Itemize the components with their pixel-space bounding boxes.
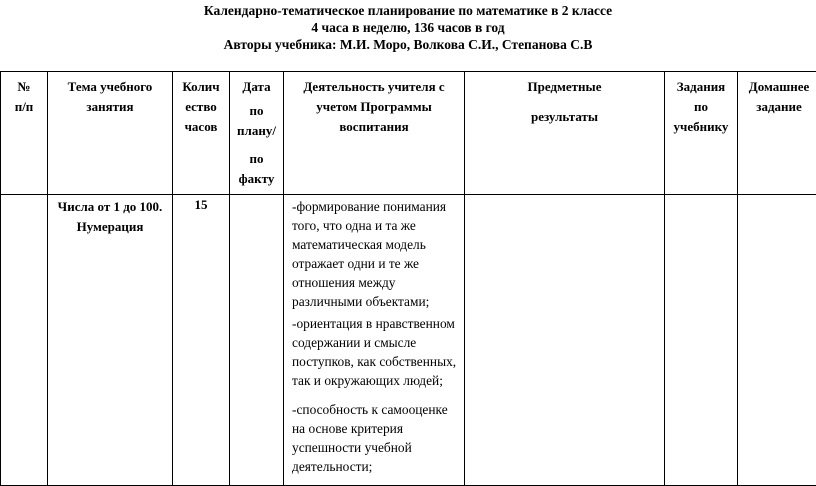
- table-header-row: [1, 72, 816, 195]
- cell-hours: 15: [173, 195, 230, 486]
- cell-date: [230, 195, 284, 486]
- title-line-1: Календарно-тематическое планирование по математике в 2 классе: [0, 2, 816, 19]
- cell-number: [1, 195, 48, 486]
- cell-homework: [738, 195, 816, 486]
- table-row: [1, 195, 816, 486]
- title-line-3: Авторы учебника: М.И. Моро, Волкова С.И., Степанова С.В: [0, 36, 816, 53]
- header-hours: Колич ество часов: [173, 72, 230, 195]
- planning-table: [0, 71, 816, 486]
- document-title: [0, 2, 816, 53]
- header-teacher-activity: Деятельность учителя с учетом Программы воспитания: [284, 72, 465, 195]
- title-line-2: 4 часа в неделю, 136 часов в год: [0, 19, 816, 36]
- header-date: Дата по плану/ по факту: [230, 72, 284, 195]
- activity-item: -формирование понимания того, что одна и та же математическая модель отражает одни и те же отношения между различными объектами;: [292, 197, 460, 311]
- cell-topic: Числа от 1 до 100. Нумерация: [48, 195, 173, 486]
- header-textbook-tasks: Задания по учебнику: [665, 72, 738, 195]
- cell-textbook-tasks: [665, 195, 738, 486]
- activity-item: -способность к самооценке на основе критерия успешности учебной деятельности;: [292, 400, 460, 476]
- cell-teacher-activity: [284, 195, 465, 486]
- header-subject-results: Предметные результаты: [465, 72, 665, 195]
- header-number: № п/п: [1, 72, 48, 195]
- header-topic: Тема учебного занятия: [48, 72, 173, 195]
- activity-item: -ориентация в нравственном содержании и смысле поступков, как собственных, так и окружающих людей;: [292, 314, 460, 390]
- header-homework: Домашнее задание: [738, 72, 816, 195]
- cell-subject-results: [465, 195, 665, 486]
